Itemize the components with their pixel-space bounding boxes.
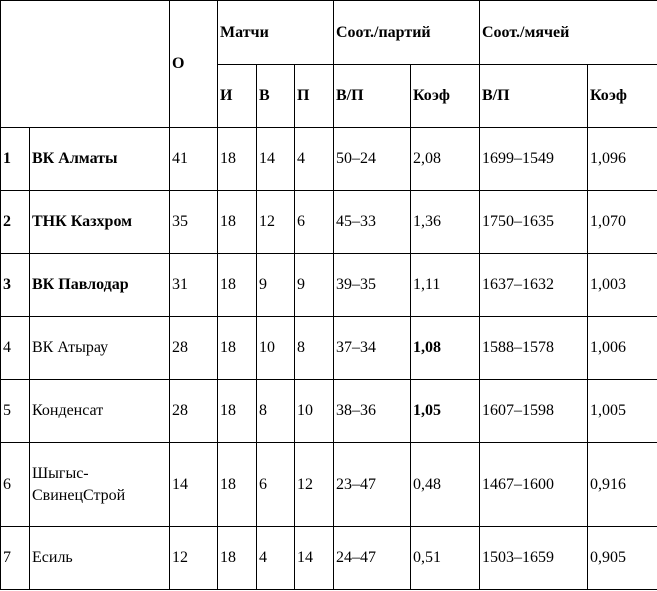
played-cell: 18 <box>218 254 257 317</box>
header-corner-cell <box>1 1 170 128</box>
lost-cell: 4 <box>295 128 334 191</box>
balls-coef-cell: 1,096 <box>588 128 657 191</box>
lost-cell: 14 <box>295 527 334 590</box>
header-balls-wl: В/П <box>480 65 588 128</box>
lost-cell: 10 <box>295 380 334 443</box>
won-cell: 8 <box>257 380 295 443</box>
sets-coef-cell: 1,11 <box>411 254 480 317</box>
won-cell: 6 <box>257 443 295 527</box>
team-name-cell: ТНК Казхром <box>30 191 170 254</box>
lost-cell: 12 <box>295 443 334 527</box>
played-cell: 18 <box>218 317 257 380</box>
position-cell: 6 <box>1 443 30 527</box>
lost-cell: 9 <box>295 254 334 317</box>
balls-cell: 1588–1578 <box>480 317 588 380</box>
balls-cell: 1750–1635 <box>480 191 588 254</box>
team-name-cell: Конденсат <box>30 380 170 443</box>
header-row-group <box>1 1 657 65</box>
played-cell: 18 <box>218 191 257 254</box>
played-cell: 18 <box>218 380 257 443</box>
played-cell: 18 <box>218 527 257 590</box>
header-sets-coef: Коэф <box>411 65 480 128</box>
points-cell: 12 <box>170 527 218 590</box>
balls-cell: 1503–1659 <box>480 527 588 590</box>
sets-cell: 50–24 <box>334 128 411 191</box>
played-cell: 18 <box>218 443 257 527</box>
position-cell: 3 <box>1 254 30 317</box>
sets-coef-cell: 1,08 <box>411 317 480 380</box>
points-cell: 14 <box>170 443 218 527</box>
points-cell: 35 <box>170 191 218 254</box>
team-name-cell: ВК Павлодар <box>30 254 170 317</box>
balls-coef-cell: 1,005 <box>588 380 657 443</box>
sets-cell: 37–34 <box>334 317 411 380</box>
table-row <box>1 380 657 443</box>
balls-coef-cell: 1,003 <box>588 254 657 317</box>
won-cell: 10 <box>257 317 295 380</box>
team-name-cell: ВК Атырау <box>30 317 170 380</box>
sets-cell: 23–47 <box>334 443 411 527</box>
balls-cell: 1607–1598 <box>480 380 588 443</box>
position-cell: 1 <box>1 128 30 191</box>
team-name-cell: ВК Алматы <box>30 128 170 191</box>
lost-cell: 6 <box>295 191 334 254</box>
balls-coef-cell: 0,916 <box>588 443 657 527</box>
sets-coef-cell: 2,08 <box>411 128 480 191</box>
won-cell: 4 <box>257 527 295 590</box>
sets-coef-cell: 0,48 <box>411 443 480 527</box>
team-name-cell: Есиль <box>30 527 170 590</box>
balls-cell: 1467–1600 <box>480 443 588 527</box>
balls-cell: 1699–1549 <box>480 128 588 191</box>
position-cell: 5 <box>1 380 30 443</box>
header-points: О <box>170 1 218 128</box>
sets-cell: 45–33 <box>334 191 411 254</box>
sets-cell: 38–36 <box>334 380 411 443</box>
header-sets-ratio: Соот./партий <box>334 1 480 65</box>
team-name-cell: Шыгыс- СвинецСтрой <box>30 443 170 527</box>
header-won: В <box>257 65 295 128</box>
sets-cell: 24–47 <box>334 527 411 590</box>
table-row <box>1 317 657 380</box>
points-cell: 31 <box>170 254 218 317</box>
balls-coef-cell: 1,006 <box>588 317 657 380</box>
table-row <box>1 443 657 527</box>
balls-cell: 1637–1632 <box>480 254 588 317</box>
sets-coef-cell: 1,05 <box>411 380 480 443</box>
won-cell: 12 <box>257 191 295 254</box>
table-row <box>1 527 657 590</box>
table-row <box>1 128 657 191</box>
header-matches: Матчи <box>218 1 334 65</box>
header-sets-wl: В/П <box>334 65 411 128</box>
played-cell: 18 <box>218 128 257 191</box>
sets-cell: 39–35 <box>334 254 411 317</box>
position-cell: 7 <box>1 527 30 590</box>
points-cell: 28 <box>170 380 218 443</box>
header-balls-coef: Коэф <box>588 65 657 128</box>
balls-coef-cell: 0,905 <box>588 527 657 590</box>
points-cell: 41 <box>170 128 218 191</box>
header-lost: П <box>295 65 334 128</box>
position-cell: 4 <box>1 317 30 380</box>
header-balls-ratio: Соот./мячей <box>480 1 657 65</box>
points-cell: 28 <box>170 317 218 380</box>
won-cell: 9 <box>257 254 295 317</box>
table-row <box>1 191 657 254</box>
table-row <box>1 254 657 317</box>
header-played: И <box>218 65 257 128</box>
balls-coef-cell: 1,070 <box>588 191 657 254</box>
sets-coef-cell: 0,51 <box>411 527 480 590</box>
sets-coef-cell: 1,36 <box>411 191 480 254</box>
lost-cell: 8 <box>295 317 334 380</box>
won-cell: 14 <box>257 128 295 191</box>
position-cell: 2 <box>1 191 30 254</box>
